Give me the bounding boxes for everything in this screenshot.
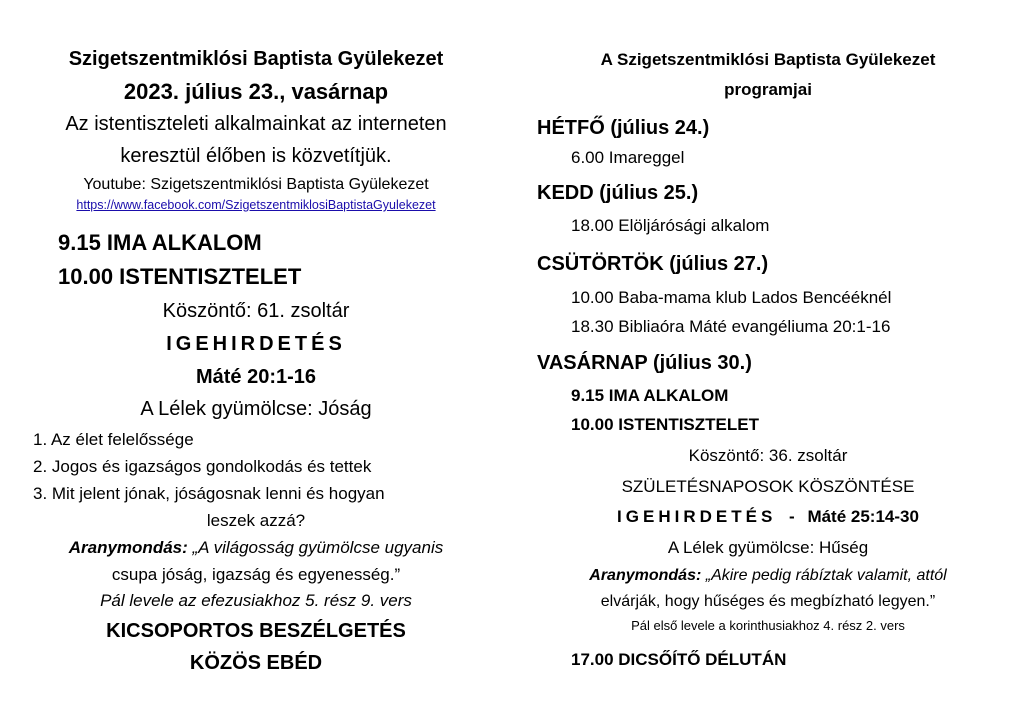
sermon-theme: A Lélek gyümölcse: Jóság: [140, 398, 372, 420]
sermon-point-1: 1. Az élet felelőssége: [33, 430, 194, 449]
sunday-service: 10.00 ISTENTISZTELET: [571, 415, 759, 434]
church-name: Szigetszentmiklósi Baptista Gyülekezet: [68, 48, 444, 70]
greeting-psalm: Köszöntő: 61. zsoltár: [162, 300, 350, 322]
common-lunch: KÖZÖS EBÉD: [189, 652, 323, 674]
sunday-heading: VASÁRNAP (július 30.): [537, 352, 752, 374]
sunday-golden-verse-reference: Pál első levele a korinthusiakhoz 4. rész 2. vers: [631, 618, 905, 633]
golden-verse-line-1: [0, 538, 512, 558]
golden-verse-line-2: csupa jóság, igazság és egyenesség.”: [111, 565, 401, 584]
monday-heading: HÉTFŐ (július 24.): [537, 117, 710, 139]
birthday-greetings: SZÜLETÉSNAPOSOK KÖSZÖNTÉSE: [621, 477, 915, 496]
tuesday-item: 18.00 Elöljárósági alkalom: [571, 216, 770, 235]
sunday-prayer: 9.15 IMA ALKALOM: [571, 386, 729, 405]
sunday-golden-verse-label: Aranymondás:: [589, 567, 702, 584]
monday-item: 6.00 Imareggel: [571, 148, 685, 167]
service-date: 2023. július 23., vasárnap: [123, 79, 389, 104]
programs-title-line-2: programjai: [724, 80, 812, 99]
prayer-time: 9.15 IMA ALKALOM: [58, 230, 262, 255]
praise-afternoon: 17.00 DICSŐÍTŐ DÉLUTÁN: [571, 650, 787, 669]
stream-note-line-2: keresztül élőben is közvetítjük.: [120, 145, 392, 167]
sunday-sermon-row: [512, 507, 1024, 527]
tuesday-heading: KEDD (július 25.): [537, 182, 699, 204]
sunday-sermon-separator: -: [789, 507, 795, 526]
sunday-golden-verse-line-2: elvárják, hogy hűséges és megbízható legyen.”: [600, 593, 936, 610]
sermon-heading: IGEHIRDETÉS: [166, 333, 346, 355]
sunday-golden-verse-text-1: „Akire pedig rábíztak valamit, attól: [701, 567, 947, 584]
sunday-greeting: Köszöntő: 36. zsoltár: [688, 446, 848, 465]
small-group-discussion: KICSOPORTOS BESZÉLGETÉS: [106, 620, 406, 642]
service-time: 10.00 ISTENTISZTELET: [58, 264, 302, 289]
sunday-sermon-heading: IGEHIRDETÉS: [617, 507, 777, 526]
thursday-item-2: 18.30 Bibliaóra Máté evangéliuma 20:1-16: [571, 317, 891, 336]
sermon-point-2: 2. Jogos és igazságos gondolkodás és tettek: [33, 457, 372, 476]
programs-title-line-1: A Szigetszentmiklósi Baptista Gyülekezet: [600, 50, 936, 69]
golden-verse-reference: Pál levele az efezusiakhoz 5. rész 9. vers: [100, 591, 412, 610]
youtube-channel: Youtube: Szigetszentmiklósi Baptista Gyülekezet: [83, 176, 429, 193]
sunday-sermon-text: Máté 25:14-30: [807, 507, 919, 526]
thursday-heading: CSÜTÖRTÖK (július 27.): [537, 253, 769, 275]
facebook-link[interactable]: https://www.facebook.com/SzigetszentmiklosiBaptistaGyulekezet: [76, 198, 436, 212]
golden-verse-label: Aranymondás:: [68, 538, 188, 557]
sunday-theme: A Lélek gyümölcse: Hűség: [667, 538, 869, 557]
facebook-link-row: [0, 198, 512, 212]
stream-note-line-1: Az istentiszteleti alkalmainkat az interneten: [65, 113, 447, 135]
sermon-text: Máté 20:1-16: [195, 366, 317, 388]
sermon-point-3: 3. Mit jelent jónak, jóságosnak lenni és hogyan: [33, 484, 385, 503]
sermon-point-3-continued: leszek azzá?: [206, 511, 306, 530]
sunday-golden-verse-line-1: [512, 567, 1024, 585]
thursday-item-1: 10.00 Baba-mama klub Lados Bencééknél: [571, 288, 892, 307]
golden-verse-text-1: „A világosság gyümölcse ugyanis: [187, 538, 444, 557]
